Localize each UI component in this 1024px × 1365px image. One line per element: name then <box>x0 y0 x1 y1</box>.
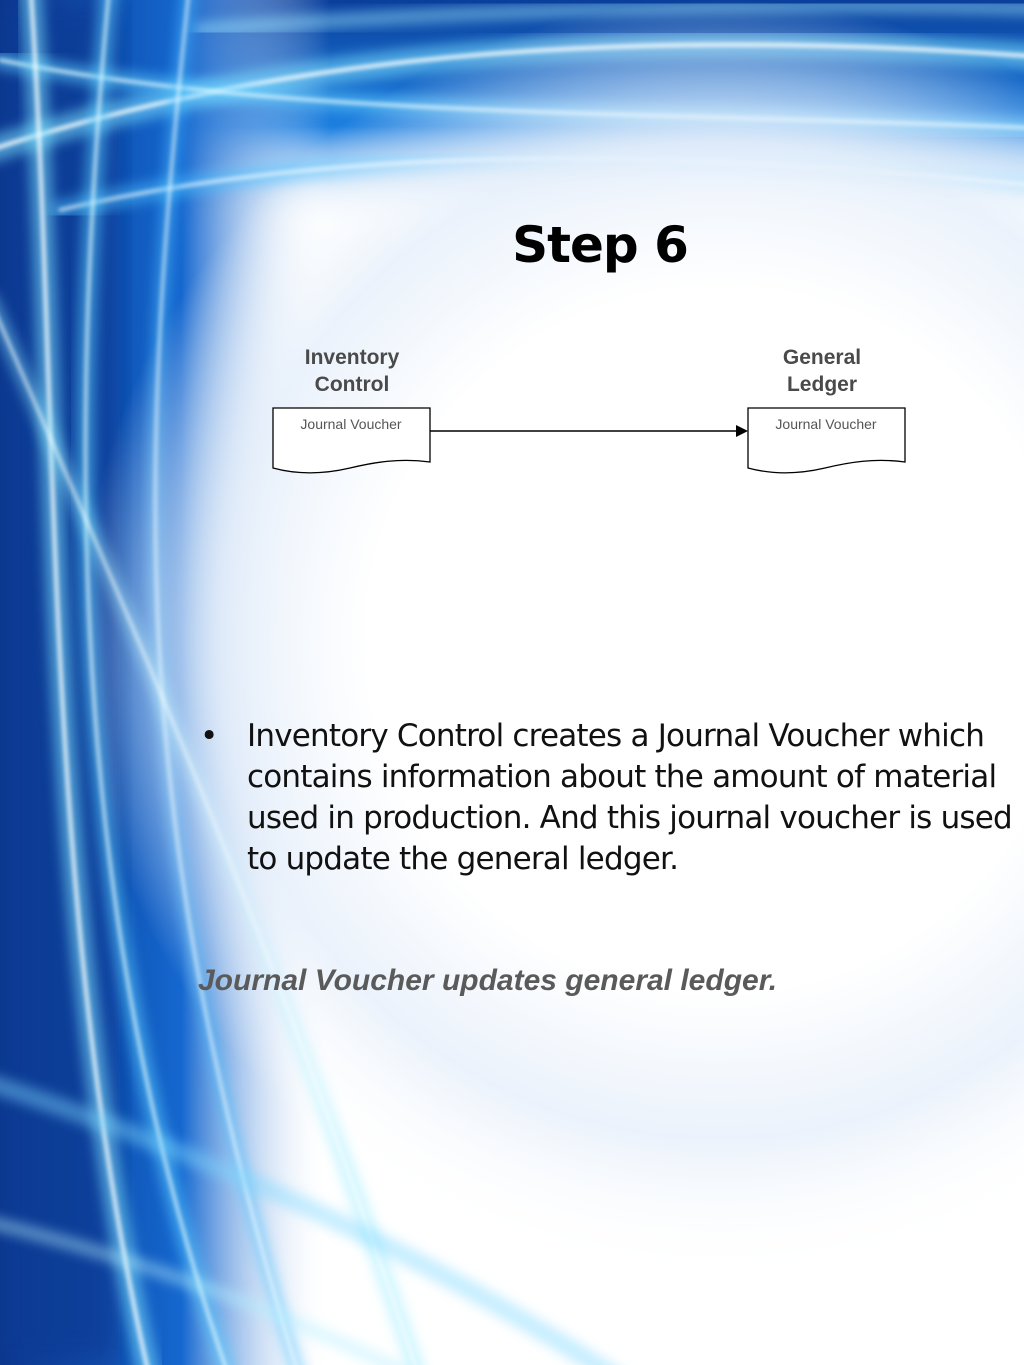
document-label-general-ledger: Journal Voucher <box>775 416 877 432</box>
department-label-line2: Control <box>314 373 390 396</box>
department-label-line2: Ledger <box>786 373 857 396</box>
department-label-line1: General <box>782 346 862 369</box>
bullet-text: Inventory Control creates a Journal Voucher which contains information about the amount of material used in production. And this journal voucher is used to update the general ledger. <box>247 718 1012 877</box>
flow-diagram <box>0 0 1024 600</box>
slide-title: Step 6 <box>512 216 688 274</box>
department-label-inventory-control <box>272 344 432 398</box>
document-label-inventory-control: Journal Voucher <box>300 416 402 432</box>
summary-text: Journal Voucher updates general ledger. <box>198 964 778 997</box>
bullet-item <box>200 716 1020 880</box>
department-label-general-ledger <box>742 344 902 398</box>
department-label-line1: Inventory <box>304 346 400 369</box>
bullet-marker: • <box>200 718 219 754</box>
